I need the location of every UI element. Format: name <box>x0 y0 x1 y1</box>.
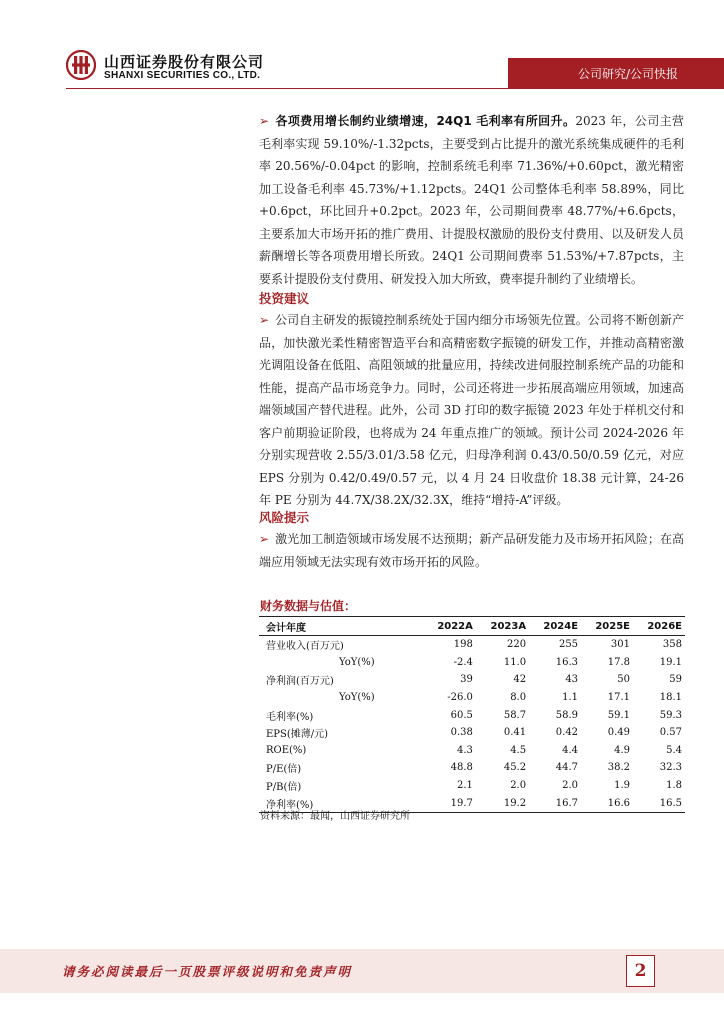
table-cell: 16.7 <box>529 794 581 812</box>
table-cell: 2.0 <box>562 780 579 792</box>
table-cell: 16.6 <box>581 794 633 812</box>
row-label: YoY(%) <box>339 656 375 668</box>
invest-paragraph-text: 公司自主研发的振镜控制系统处于国内细分市场领先位置。公司将不断创新产品，加快激光柔性精密智造平台和高精密数字振镜的研发工作，并推动高精密激光调阻设备在低阻、高阻领域的批量应用，持续改进伺服控制系统产品的功能和性能，提高产品市场竞争力。同时，公司还将进一步拓展高端应用领域，加速高端领域国产替代进程。此外，公司 3D 打印的数字振镜 2023 年处于样机交付和客户前期验证阶段，也将成为 24 年重点推广的领域。预计公司 2024-2026 年分别实现营收 2.55/3.01/3.58 亿元，归母净利润 0.43/0.50/0.59 亿元，对应 EPS 分别为 0.42/0.49/0.57 元，以 4 月 24 日收盘价 18.38 元计算，24-26 年 PE 分别为 44.7X/38.2X/32.3X，维持“增持-A”评级。 <box>259 313 684 507</box>
header-divider <box>66 88 724 89</box>
bullet-icon: ➢ <box>259 114 270 128</box>
table-cell: 19.2 <box>476 794 529 812</box>
page-number: 2 <box>626 955 655 987</box>
risk-paragraph <box>259 528 684 573</box>
table-cell: 2.0 <box>510 780 527 792</box>
table-cell: 32.3 <box>659 762 682 774</box>
table-cell: 44.7 <box>555 762 579 774</box>
table-source-note: 资料来源：最闻，山西证券研究所 <box>260 811 410 822</box>
table-cell: 4.4 <box>562 744 579 756</box>
table-cell: 38.2 <box>607 762 630 774</box>
risk-paragraph-text: 激光加工制造领域市场发展不达预期；新产品研发能力及市场开拓风险；在高端应用领域无法实现有效市场开拓的风险。 <box>259 532 684 569</box>
table-cell: 43 <box>565 674 579 686</box>
company-name-en: SHANXI SECURITIES CO., LTD. <box>104 70 261 81</box>
invest-paragraph <box>259 309 684 512</box>
table-header: 2023A <box>476 617 529 636</box>
table-cell: 59.1 <box>607 709 630 721</box>
table-cell: 0.57 <box>659 727 682 739</box>
financial-table <box>259 616 685 813</box>
cost-paragraph-text: 2023 年，公司主营毛利率实现 59.10%/-1.32pcts，主要受到占比提升的激光系统集成硬件的毛利率 20.56%/-0.04pct 的影响，控制系统毛利率 71.36%/+0.60pct，激光精密加工设备毛利率 45.73%/+1.12pcts。24Q1 公司整体毛利率 58.89%，同比+0.6pct，环比回升+0.2pct。2023 年，公司期间费率 48.77%/+6.6pcts，主要系加大市场开拓的推广费用、计提股权激励的股份支付费用、以及研发人员薪酬增长等各项费用增长所致。24Q1 公司期间费率 51.53%/+7.87pcts，主要系计提股份支付费用、研发投入加大所致，费率提升制约了业绩增长。 <box>259 114 684 286</box>
footer-disclaimer: 请务必阅读最后一页股票评级说明和免责声明 <box>62 964 353 979</box>
table-cell: 0.38 <box>450 727 473 739</box>
table-row <box>259 759 685 777</box>
row-label: P/B(倍) <box>266 782 302 794</box>
row-label: ROE(%) <box>266 744 307 756</box>
table-header: 2026E <box>633 617 685 636</box>
table-cell: 5.4 <box>666 744 682 756</box>
row-label: EPS(摊薄/元) <box>266 729 329 741</box>
table-cell: 358 <box>662 639 682 651</box>
table-cell: 45.2 <box>503 762 527 774</box>
table-cell: 198 <box>453 639 473 651</box>
table-header: 2024E <box>529 617 581 636</box>
bullet-icon: ➢ <box>259 532 270 546</box>
cost-paragraph <box>259 110 684 290</box>
table-cell: 19.7 <box>423 794 476 812</box>
row-label: 毛利率(%) <box>266 711 314 723</box>
table-cell: 39 <box>460 674 473 686</box>
table-cell: 11.0 <box>503 656 527 668</box>
row-label: YoY(%) <box>339 692 375 704</box>
table-header: 会计年度 <box>259 617 423 636</box>
table-cell: 16.3 <box>555 656 579 668</box>
table-cell: 1.1 <box>562 692 579 704</box>
row-label: 净利润(百万元) <box>266 676 334 688</box>
company-logo-icon <box>66 50 96 80</box>
table-cell: 60.5 <box>450 709 473 721</box>
table-cell: 4.5 <box>510 744 527 756</box>
table-header: 2025E <box>581 617 633 636</box>
table-cell: 48.8 <box>450 762 473 774</box>
table-cell: 58.7 <box>503 709 527 721</box>
table-row <box>259 636 685 654</box>
row-label: 营业收入(百万元) <box>266 641 344 653</box>
table-cell: -2.4 <box>453 656 473 668</box>
risk-section-title: 风险提示 <box>259 510 310 525</box>
table-row <box>259 777 685 795</box>
table-cell: 17.8 <box>607 656 630 668</box>
table-cell: -26.0 <box>447 692 473 704</box>
table-cell: 4.3 <box>456 744 473 756</box>
company-name-cn: 山西证券股份有限公司 <box>104 53 265 71</box>
table-cell: 8.0 <box>510 692 527 704</box>
bullet-icon: ➢ <box>259 313 270 327</box>
table-header: 2022A <box>423 617 476 636</box>
table-cell: 59.3 <box>659 709 682 721</box>
row-label: P/E(倍) <box>266 764 302 776</box>
invest-section-title: 投资建议 <box>259 291 310 306</box>
table-row <box>259 654 685 672</box>
financial-table-title: 财务数据与估值： <box>260 599 357 613</box>
table-cell: 255 <box>558 639 579 651</box>
table-row <box>259 742 685 760</box>
table-header-row <box>259 617 685 636</box>
cost-paragraph-lead: 各项费用增长制约业绩增速，24Q1 毛利率有所回升。 <box>275 114 576 128</box>
table-row <box>259 689 685 707</box>
table-cell: 2.1 <box>456 780 473 792</box>
table-cell: 42 <box>513 674 527 686</box>
table-cell: 0.42 <box>555 727 579 739</box>
report-category-tab <box>508 58 724 88</box>
table-cell: 16.5 <box>633 794 685 812</box>
report-category-label: 公司研究/公司快报 <box>577 67 678 81</box>
table-row <box>259 706 685 724</box>
table-cell: 19.1 <box>659 656 682 668</box>
table-cell: 4.9 <box>614 744 630 756</box>
table-cell: 59 <box>669 674 682 686</box>
table-cell: 220 <box>507 639 527 651</box>
table-cell: 1.9 <box>614 780 630 792</box>
table-cell: 50 <box>617 674 630 686</box>
row-label: 净利率(%) <box>259 794 423 812</box>
table-cell: 301 <box>610 639 630 651</box>
table-cell: 0.41 <box>503 727 527 739</box>
table-cell: 1.8 <box>666 780 682 792</box>
table-cell: 0.49 <box>607 727 630 739</box>
table-cell: 58.9 <box>555 709 579 721</box>
table-row <box>259 724 685 742</box>
table-row <box>259 671 685 689</box>
table-cell: 18.1 <box>659 692 682 704</box>
table-cell: 17.1 <box>607 692 630 704</box>
